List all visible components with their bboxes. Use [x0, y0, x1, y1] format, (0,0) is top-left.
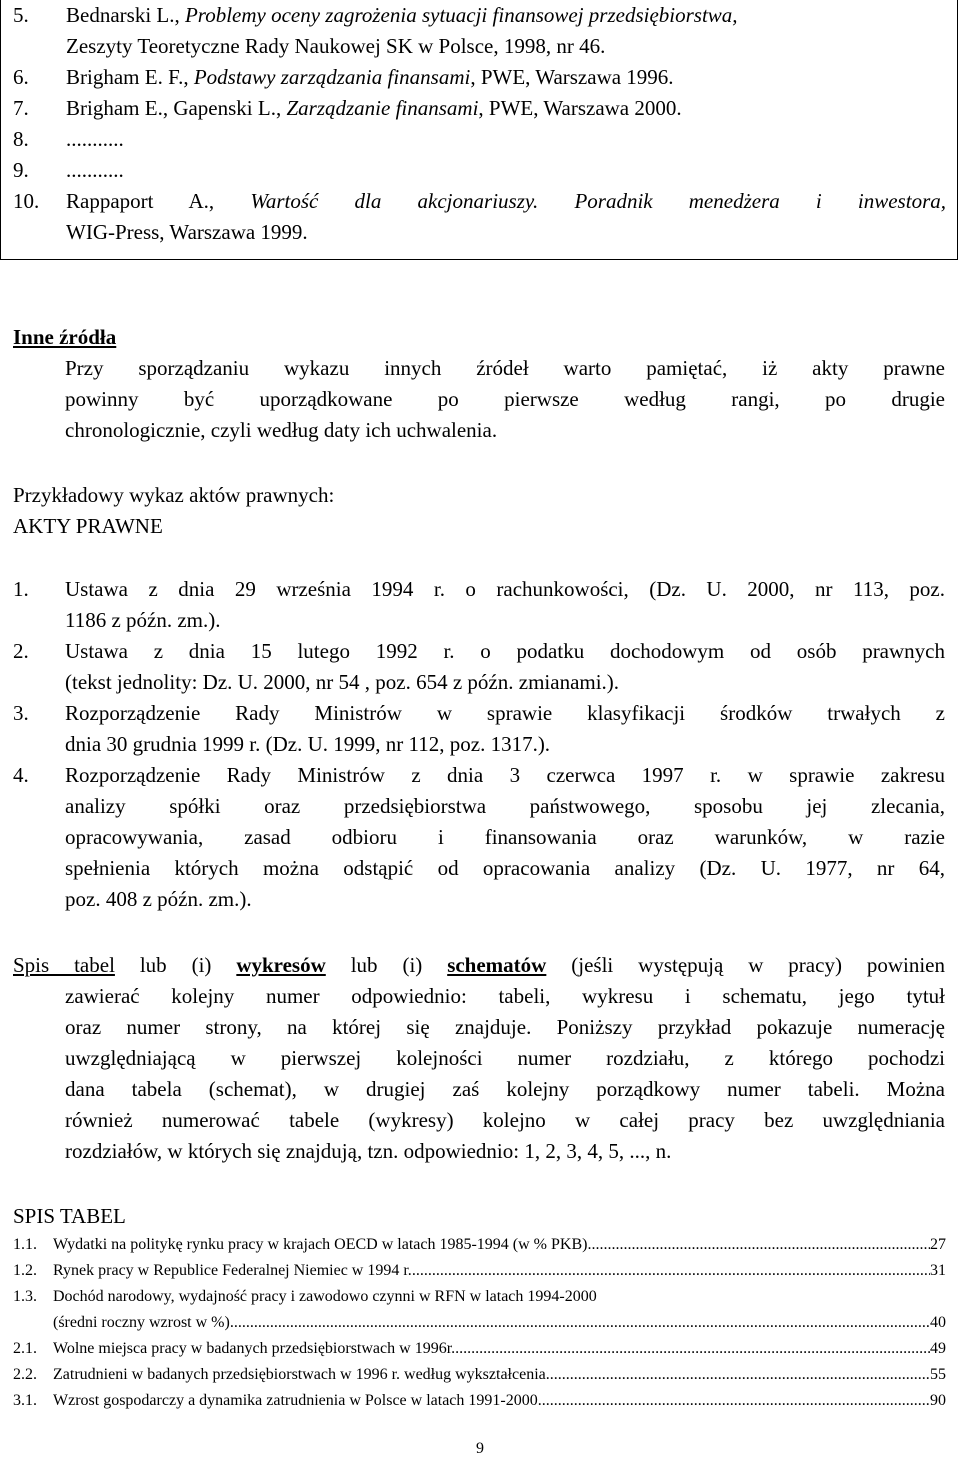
- reference-line: [66, 217, 946, 248]
- example-label: Przykładowy wykaz aktów prawnych:: [13, 483, 335, 507]
- act-line: Ustawa z dnia 15 lutego 1992 r. o podatku dochodowym od osób prawnych: [65, 639, 945, 663]
- act-number: 4.: [13, 763, 29, 787]
- toc-title: Wolne miejsca pracy w badanych przedsiębiorstwach w 1996r.: [53, 1340, 456, 1357]
- act-line: Rozporządzenie Rady Ministrów w sprawie klasyfikacji środków trwałych z: [65, 701, 945, 725]
- reference-number: 6.: [13, 65, 29, 89]
- reference-number: 8.: [13, 127, 29, 151]
- reference-segment: Problemy oceny zagrożenia sytuacji finansowej przedsiębiorstwa,: [184, 3, 738, 27]
- tables-paragraph-line: rozdziałów, w których się znajdują, tzn. odpowiednio: 1, 2, 3, 4, 5, ..., n.: [65, 1139, 672, 1163]
- term-spis-tabel: Spis tabel: [13, 953, 115, 977]
- toc-page-number: 31: [930, 1262, 946, 1279]
- reference-segment: Bednarski L.,: [66, 3, 185, 27]
- toc-row: [13, 1232, 946, 1258]
- toc-row: [13, 1336, 946, 1362]
- other-sources-para-line-2: powinny być uporządkowane po pierwsze według rangi, po drugie: [65, 387, 945, 411]
- toc-number: 1.3.: [13, 1288, 37, 1305]
- reference-number: 7.: [13, 96, 29, 120]
- reference-number: 10.: [13, 189, 40, 213]
- act-line: 1186 z późn. zm.).: [65, 608, 221, 632]
- toc-row: [13, 1362, 946, 1388]
- toc-leader-dots: [230, 1310, 930, 1336]
- reference-segment: Wartość dla akcjonariuszy. Poradnik menedżera i inwestora,: [250, 189, 946, 213]
- reference-line: [66, 186, 946, 217]
- toc-page-number: 90: [930, 1392, 946, 1409]
- references-box: [0, 0, 958, 260]
- tables-paragraph-line: uwzględniającą w pierwszej kolejności numer rozdziału, z którego pochodzi: [65, 1046, 945, 1070]
- reference-line: [66, 0, 946, 31]
- term-wykresow: wykresów: [236, 953, 326, 977]
- reference-line: [66, 31, 946, 62]
- act-line: spełnienia których można odstąpić od opracowania analizy (Dz. U. 1977, nr 64,: [65, 856, 945, 880]
- reference-segment: Podstawy zarządzania finansami: [193, 65, 471, 89]
- reference-segment: Rappaport A.,: [66, 189, 251, 213]
- toc-number: 3.1.: [13, 1392, 37, 1409]
- toc-leader-dots: [455, 1336, 930, 1362]
- toc-page-number: 55: [930, 1366, 946, 1383]
- act-line: Ustawa z dnia 29 września 1994 r. o rachunkowości, (Dz. U. 2000, nr 113, poz.: [65, 577, 945, 601]
- reference-segment: , PWE, Warszawa 2000.: [478, 96, 682, 120]
- toc-title: Dochód narodowy, wydajność pracy i zawodowo czynni w RFN w latach 1994-2000: [53, 1288, 597, 1305]
- reference-number: 9.: [13, 158, 29, 182]
- toc-row-continuation: [13, 1310, 946, 1336]
- toc-leader-dots: [538, 1388, 930, 1414]
- term-schematow: schematów: [447, 953, 547, 977]
- lead-connector-1: lub (i): [114, 953, 237, 977]
- toc-list: [13, 1232, 946, 1414]
- toc-page-number: 27: [930, 1236, 946, 1253]
- toc-heading: SPIS TABEL: [13, 1204, 126, 1228]
- toc-row: [13, 1388, 946, 1414]
- act-line: Rozporządzenie Rady Ministrów z dnia 3 czerwca 1997 r. w sprawie zakresu: [65, 763, 945, 787]
- other-sources-para-line-1: Przy sporządzaniu wykazu innych źródeł warto pamiętać, iż akty prawne: [65, 356, 945, 380]
- tables-paragraph-line: dana tabela (schemat), w drugiej zaś kolejny porządkowy numer tabeli. Można: [65, 1077, 945, 1101]
- toc-page-number: 40: [930, 1314, 946, 1331]
- toc-title: Wydatki na politykę rynku pracy w krajach OECD w latach 1985-1994 (w % PKB): [53, 1236, 588, 1253]
- toc-row: [13, 1258, 946, 1284]
- toc-leader-dots: [412, 1258, 930, 1284]
- toc-page-number: 49: [930, 1340, 946, 1357]
- reference-segment: , PWE, Warszawa 1996.: [470, 65, 674, 89]
- act-number: 1.: [13, 577, 29, 601]
- toc-leader-dots: [587, 1232, 930, 1258]
- toc-number: 1.2.: [13, 1262, 37, 1279]
- reference-segment: Brigham E. F.,: [66, 65, 194, 89]
- tables-paragraph-line: zawierać kolejny numer odpowiednio: tabeli, wykresu i schematu, jego tytuł: [65, 984, 945, 1008]
- toc-title: Rynek pracy w Republice Federalnej Niemiec w 1994 r.: [53, 1262, 412, 1279]
- reference-segment: ...........: [66, 127, 124, 151]
- toc-title: Wzrost gospodarczy a dynamika zatrudnienia w Polsce w latach 1991-2000: [53, 1392, 538, 1409]
- tables-paragraph-line: również numerować tabele (wykresy) kolejno w całej pracy bez uwzględniania: [65, 1108, 945, 1132]
- other-sources-para-line-3: chronologicznie, czyli według daty ich uchwalenia.: [65, 418, 498, 442]
- act-line: analizy spółki oraz przedsiębiorstwa państwowego, sposobu jej zlecania,: [65, 794, 945, 818]
- reference-line: [66, 155, 946, 186]
- reference-segment: WIG-Press, Warszawa 1999.: [66, 220, 308, 244]
- act-number: 2.: [13, 639, 29, 663]
- toc-number: 2.1.: [13, 1340, 37, 1357]
- toc-title: (średni roczny wzrost w %): [53, 1314, 230, 1331]
- toc-number: 2.2.: [13, 1366, 37, 1383]
- act-number: 3.: [13, 701, 29, 725]
- reference-line: [66, 93, 946, 124]
- reference-segment: Brigham E., Gapenski L.,: [66, 96, 287, 120]
- reference-line: [66, 62, 946, 93]
- act-line: (tekst jednolity: Dz. U. 2000, nr 54 , poz. 654 z późn. zmianami.).: [65, 670, 620, 694]
- reference-segment: ...........: [66, 158, 124, 182]
- other-sources-heading: Inne źródła: [13, 325, 117, 349]
- lead-connector-3: (jeśli występują w pracy) powinien: [546, 953, 946, 977]
- tables-lead-line: [13, 950, 945, 981]
- tables-paragraph-line: oraz numer strony, na której się znajduje. Poniższy przykład pokazuje numerację: [65, 1015, 945, 1039]
- toc-row: [13, 1284, 946, 1310]
- toc-leader-dots: [546, 1362, 930, 1388]
- reference-segment: Zeszyty Teoretyczne Rady Naukowej SK w Polsce, 1998, nr 46.: [66, 34, 606, 58]
- toc-title: Zatrudnieni w badanych przedsiębiorstwach w 1996 r. według wykształcenia: [53, 1366, 546, 1383]
- reference-segment: Zarządzanie finansami: [286, 96, 479, 120]
- acts-heading: AKTY PRAWNE: [13, 514, 163, 538]
- toc-number: 1.1.: [13, 1236, 37, 1253]
- lead-connector-2: lub (i): [325, 953, 448, 977]
- reference-line: [66, 124, 946, 155]
- act-line: dnia 30 grudnia 1999 r. (Dz. U. 1999, nr 112, poz. 1317.).: [65, 732, 551, 756]
- reference-number: 5.: [13, 3, 29, 27]
- act-line: opracowywania, zasad odbioru i finansowania oraz warunków, w razie: [65, 825, 945, 849]
- page-number: 9: [476, 1440, 484, 1457]
- act-line: poz. 408 z późn. zm.).: [65, 887, 252, 911]
